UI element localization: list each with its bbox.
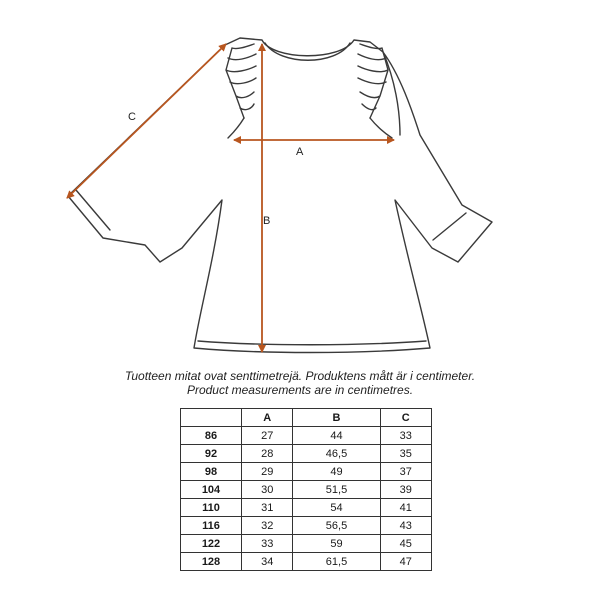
value-c: 37 — [380, 463, 431, 481]
value-a: 28 — [242, 445, 293, 463]
value-c: 35 — [380, 445, 431, 463]
table-row — [181, 463, 432, 481]
value-a: 29 — [242, 463, 293, 481]
table-row — [181, 517, 432, 535]
value-b: 61,5 — [293, 553, 380, 571]
size-table — [180, 408, 432, 571]
value-c: 41 — [380, 499, 431, 517]
value-c: 47 — [380, 553, 431, 571]
left-ruffle — [226, 44, 256, 118]
measure-b-label: B — [263, 215, 271, 227]
caption-line-2: Product measurements are in centimetres. — [186, 383, 414, 397]
measure-a-label: A — [296, 146, 304, 158]
size-cell: 110 — [181, 499, 242, 517]
value-c: 39 — [380, 481, 431, 499]
value-a: 31 — [242, 499, 293, 517]
value-a: 30 — [242, 481, 293, 499]
value-b: 59 — [293, 535, 380, 553]
caption-line-1: Tuotteen mitat ovat senttimetrejä. Produktens mått är i centimeter. — [124, 369, 476, 383]
table-row — [181, 481, 432, 499]
header-b: B — [293, 409, 380, 427]
measure-c-label: C — [128, 111, 136, 123]
value-c: 43 — [380, 517, 431, 535]
value-b: 49 — [293, 463, 380, 481]
hem-line — [198, 341, 426, 345]
size-cell: 104 — [181, 481, 242, 499]
value-a: 33 — [242, 535, 293, 553]
right-armhole — [370, 118, 392, 138]
table-row — [181, 445, 432, 463]
table-row — [181, 535, 432, 553]
size-cell: 116 — [181, 517, 242, 535]
size-cell: 86 — [181, 427, 242, 445]
size-cell: 98 — [181, 463, 242, 481]
value-c: 33 — [380, 427, 431, 445]
size-cell: 128 — [181, 553, 242, 571]
table-row — [181, 553, 432, 571]
header-a: A — [242, 409, 293, 427]
right-ruffle — [358, 44, 388, 118]
header-c: C — [380, 409, 431, 427]
value-b: 51,5 — [293, 481, 380, 499]
table-row — [181, 427, 432, 445]
value-b: 54 — [293, 499, 380, 517]
size-cell: 122 — [181, 535, 242, 553]
left-armhole — [228, 118, 244, 138]
value-b: 44 — [293, 427, 380, 445]
value-b: 56,5 — [293, 517, 380, 535]
right-cuff-line — [433, 213, 466, 240]
table-header-row — [181, 409, 432, 427]
header-corner — [181, 409, 242, 427]
value-b: 46,5 — [293, 445, 380, 463]
value-a: 27 — [242, 427, 293, 445]
value-c: 45 — [380, 535, 431, 553]
measure-c-arrow — [67, 44, 226, 198]
table-row — [181, 499, 432, 517]
value-a: 34 — [242, 553, 293, 571]
dress-body-outline — [68, 38, 492, 353]
left-cuff-line — [76, 190, 110, 230]
size-cell: 92 — [181, 445, 242, 463]
value-a: 32 — [242, 517, 293, 535]
